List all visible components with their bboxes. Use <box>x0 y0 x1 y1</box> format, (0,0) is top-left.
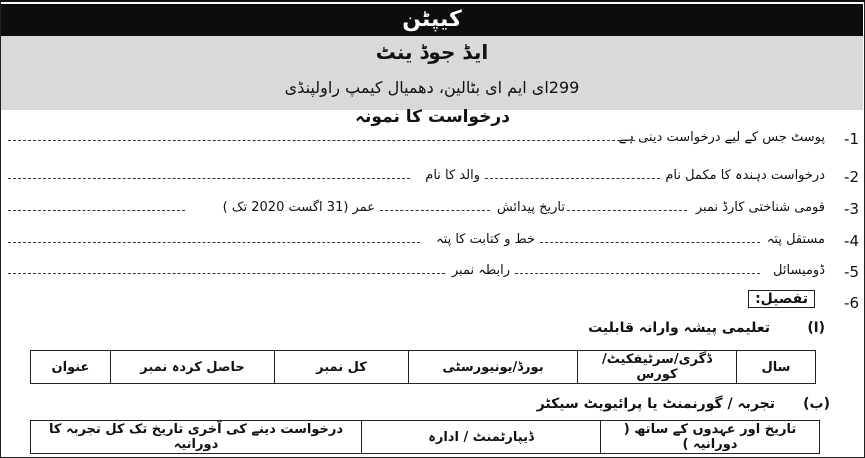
fill-line[interactable] <box>515 273 760 274</box>
row-number: 2- <box>844 168 859 186</box>
education-table <box>30 350 816 384</box>
table-header-cell: کل نمبر <box>275 351 409 384</box>
row-number: 1- <box>844 130 859 148</box>
row-label-2: والد کا نام <box>425 168 480 183</box>
table-header-cell: تاریخ اور عہدوں کے ساتھ ( دورانیہ ) <box>601 421 820 454</box>
row-label: ڈومیسائل <box>773 263 825 278</box>
table-header-cell: درخواست دینے کی آخری تاریخ تک کل تجربہ کا دورانیہ <box>31 421 362 454</box>
section-a-title: تعلیمی پیشہ وارانہ قابلیت <box>588 320 770 336</box>
fill-line[interactable] <box>8 242 420 243</box>
fill-line[interactable] <box>8 140 635 141</box>
fill-line[interactable] <box>8 273 445 274</box>
table-header-cell: حاصل کردہ نمبر <box>111 351 275 384</box>
table-header-cell: ڈگری/سرٹیفکیٹ/ کورس <box>578 351 737 384</box>
row-label-2: خط و کتابت کا پتہ <box>436 232 535 247</box>
header-title: ایڈ جوڈ ینٹ <box>375 40 489 64</box>
fill-line[interactable] <box>540 242 760 243</box>
row-label: درخواست دہندہ کا مکمل نام <box>665 168 825 183</box>
table-row <box>31 421 820 454</box>
row-number: 6- <box>844 294 859 312</box>
form-row-3 <box>0 200 865 220</box>
row-label: پوسٹ جس کے لیے درخواست دینی ہے <box>618 130 825 145</box>
row-number: 4- <box>844 232 859 250</box>
row-label-3: عمر (31 اگست 2020 تک ) <box>222 200 375 215</box>
fill-line[interactable] <box>485 178 660 179</box>
header-subtitle: 299ای ایم ای بٹالین، دھمیال کیمپ راولپنڈی <box>284 78 580 97</box>
fill-line[interactable] <box>380 210 490 211</box>
section-b-title: تجربہ / گورنمنٹ یا پرائیویٹ سیکٹر <box>536 396 775 412</box>
experience-table <box>30 420 820 454</box>
fill-line[interactable] <box>567 210 687 211</box>
section-a-marker: (ا) <box>807 320 825 336</box>
section-b-marker: (ب) <box>803 396 830 412</box>
fill-line[interactable] <box>8 178 410 179</box>
row-number: 3- <box>844 200 859 218</box>
header-box <box>1 36 863 110</box>
form-row-1 <box>0 130 865 150</box>
row-label-2: رابطہ نمبر <box>451 263 510 278</box>
row-label-2: تاریخ پیدائش <box>496 200 565 215</box>
table-row <box>31 351 816 384</box>
table-header-cell: بورڈ/یونیورسٹی <box>409 351 578 384</box>
details-label: تفصیل: <box>748 290 815 308</box>
row-label: مستقل پتہ <box>766 232 825 247</box>
form-row-6 <box>0 294 865 314</box>
table-header-cell: عنوان <box>31 351 111 384</box>
table-header-cell: ڈیپارٹمنٹ / ادارہ <box>362 421 601 454</box>
row-label: قومی شناختی کارڈ نمبر <box>695 200 825 215</box>
form-row-2 <box>0 168 865 188</box>
banner-title: کیپٹن <box>1 4 863 36</box>
form-row-5 <box>0 263 865 283</box>
form-row-4 <box>0 232 865 252</box>
row-number: 5- <box>844 263 859 281</box>
table-header-cell: سال <box>737 351 816 384</box>
fill-line[interactable] <box>8 210 185 211</box>
top-rule <box>0 0 865 2</box>
form-title: درخواست کا نمونہ <box>355 107 510 127</box>
